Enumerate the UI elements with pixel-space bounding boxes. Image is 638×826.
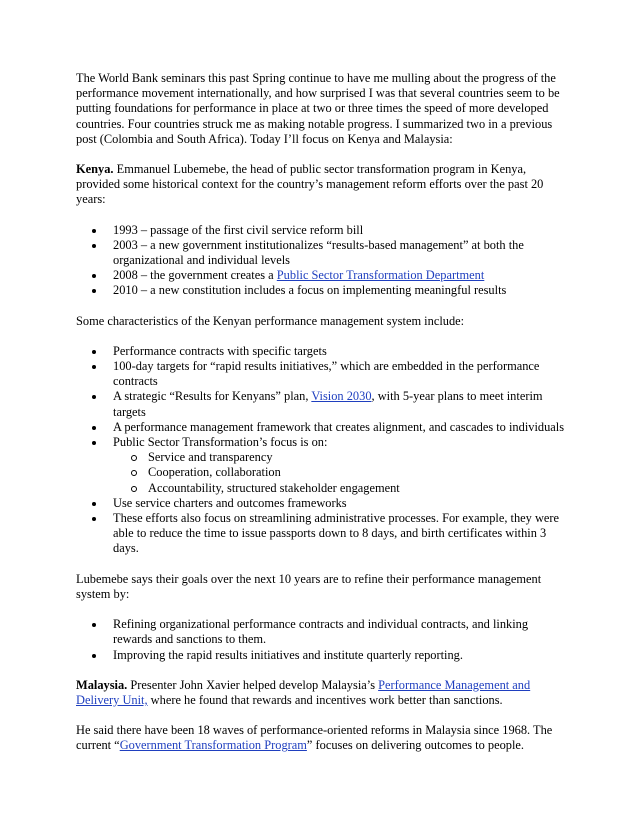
list-item-text: These efforts also focus on streamlining administrative processes. For example, they were able to reduce the time to issue passports down to 8 days, and birth certificates within 3 days.: [113, 511, 560, 556]
performance-management-delivery-unit-link[interactable]: Performance Management and Delivery Unit,: [76, 677, 531, 707]
bullet-icon: [92, 395, 96, 399]
goals-intro: Lubemebe says their goals over the next 10 years are to refine their performance management system by:: [76, 571, 542, 601]
sublist-item: [113, 465, 566, 480]
hollow-bullet-icon: [131, 470, 137, 476]
bullet-icon: [92, 654, 96, 658]
list-item-text: Use service charters and outcomes frameworks: [113, 495, 347, 510]
public-sector-transformation-department-link[interactable]: Public Sector Transformation Department: [276, 268, 485, 283]
bullet-icon: [92, 441, 96, 445]
sublist-item: [113, 450, 566, 465]
list-item: [76, 435, 566, 496]
government-transformation-program-link[interactable]: Government Transformation Program: [119, 738, 307, 753]
list-item-text: Improving the rapid results initiatives and institute quarterly reporting.: [113, 647, 463, 662]
list-item: [76, 359, 566, 389]
list-item-text: Public Sector Transformation’s focus is on:: [113, 435, 328, 450]
list-item-text: A strategic “Results for Kenyans” plan,: [113, 389, 312, 404]
list-item-text: A performance management framework that creates alignment, and cascades to individuals: [113, 419, 565, 434]
list-item: [76, 268, 566, 283]
list-item: [76, 511, 566, 557]
characteristics-list: [76, 344, 566, 557]
paragraph-text: ” focuses on delivering outcomes to people.: [306, 738, 525, 753]
sublist-item-text: Service and transparency: [148, 450, 273, 465]
list-item-text: Performance contracts with specific targets: [113, 343, 327, 358]
kenya-heading: Kenya.: [76, 162, 114, 177]
bullet-icon: [92, 623, 96, 627]
list-item: [76, 344, 566, 359]
malaysia-intro-paragraph: [76, 678, 566, 708]
hollow-bullet-icon: [131, 486, 137, 492]
list-item: [76, 283, 566, 298]
list-item-text: 1993 – passage of the first civil service reform bill: [113, 222, 364, 237]
malaysia-reforms-paragraph: [76, 723, 566, 753]
bullet-icon: [92, 274, 96, 278]
list-item-text: 2008 – the government creates a: [113, 268, 277, 283]
paragraph-text: where he found that rewards and incentives work better than sanctions.: [147, 692, 503, 707]
bullet-icon: [92, 289, 96, 293]
sublist-item-text: Accountability, structured stakeholder engagement: [148, 480, 400, 495]
list-item: [76, 648, 566, 663]
bullet-icon: [92, 244, 96, 248]
focus-sublist: [113, 450, 566, 496]
hollow-bullet-icon: [131, 455, 137, 461]
list-item-text: , with 5-year plans to meet interim targets: [113, 389, 543, 419]
list-item-text: 100-day targets for “rapid results initiatives,” which are embedded in the performance contracts: [113, 359, 540, 389]
bullet-icon: [92, 229, 96, 233]
list-item: [76, 420, 566, 435]
kenya-intro-text: Emmanuel Lubemebe, the head of public sector transformation program in Kenya, provided some historical context for the country’s management reform efforts over the past 20 years:: [76, 162, 544, 207]
bullet-icon: [92, 350, 96, 354]
kenya-intro-paragraph: [76, 162, 566, 208]
bullet-icon: [92, 502, 96, 506]
list-item: [76, 496, 566, 511]
list-item: [76, 223, 566, 238]
characteristics-intro: Some characteristics of the Kenyan performance management system include:: [76, 313, 465, 328]
bullet-icon: [92, 365, 96, 369]
bullet-icon: [92, 426, 96, 430]
list-item: [76, 389, 566, 419]
list-item-text: Refining organizational performance contracts and individual contracts, and linking rewards and sanctions to them.: [113, 617, 529, 647]
goals-list: [76, 617, 566, 663]
document-page: [76, 71, 566, 769]
sublist-item: [113, 481, 566, 496]
intro-paragraph: The World Bank seminars this past Spring continue to have me mulling about the progress of the performance movement internationally, and how surprised I was that several countries seem to be putting foundations for performance in place at two or three times the speed of more developed countries. Four countries struck me as making notable progress. I summarized two in a previous post (Colombia and South Africa). Today I’ll focus on Kenya and Malaysia:: [76, 71, 560, 146]
sublist-item-text: Cooperation, collaboration: [148, 465, 281, 480]
kenya-timeline-list: [76, 223, 566, 299]
list-item-text: 2003 – a new government institutionalizes “results-based management” at both the organizational and individual levels: [113, 237, 524, 268]
vision-2030-link[interactable]: Vision 2030: [311, 389, 372, 404]
list-item: [76, 617, 566, 647]
list-item: [76, 238, 566, 268]
paragraph-text: Presenter John Xavier helped develop Malaysia’s: [127, 677, 379, 692]
bullet-icon: [92, 517, 96, 521]
malaysia-heading: Malaysia.: [76, 677, 128, 692]
paragraph-text: He said there have been 18 waves of performance-oriented reforms in Malaysia since 1968. The current “: [76, 723, 553, 753]
list-item-text: 2010 – a new constitution includes a focus on implementing meaningful results: [113, 283, 507, 298]
